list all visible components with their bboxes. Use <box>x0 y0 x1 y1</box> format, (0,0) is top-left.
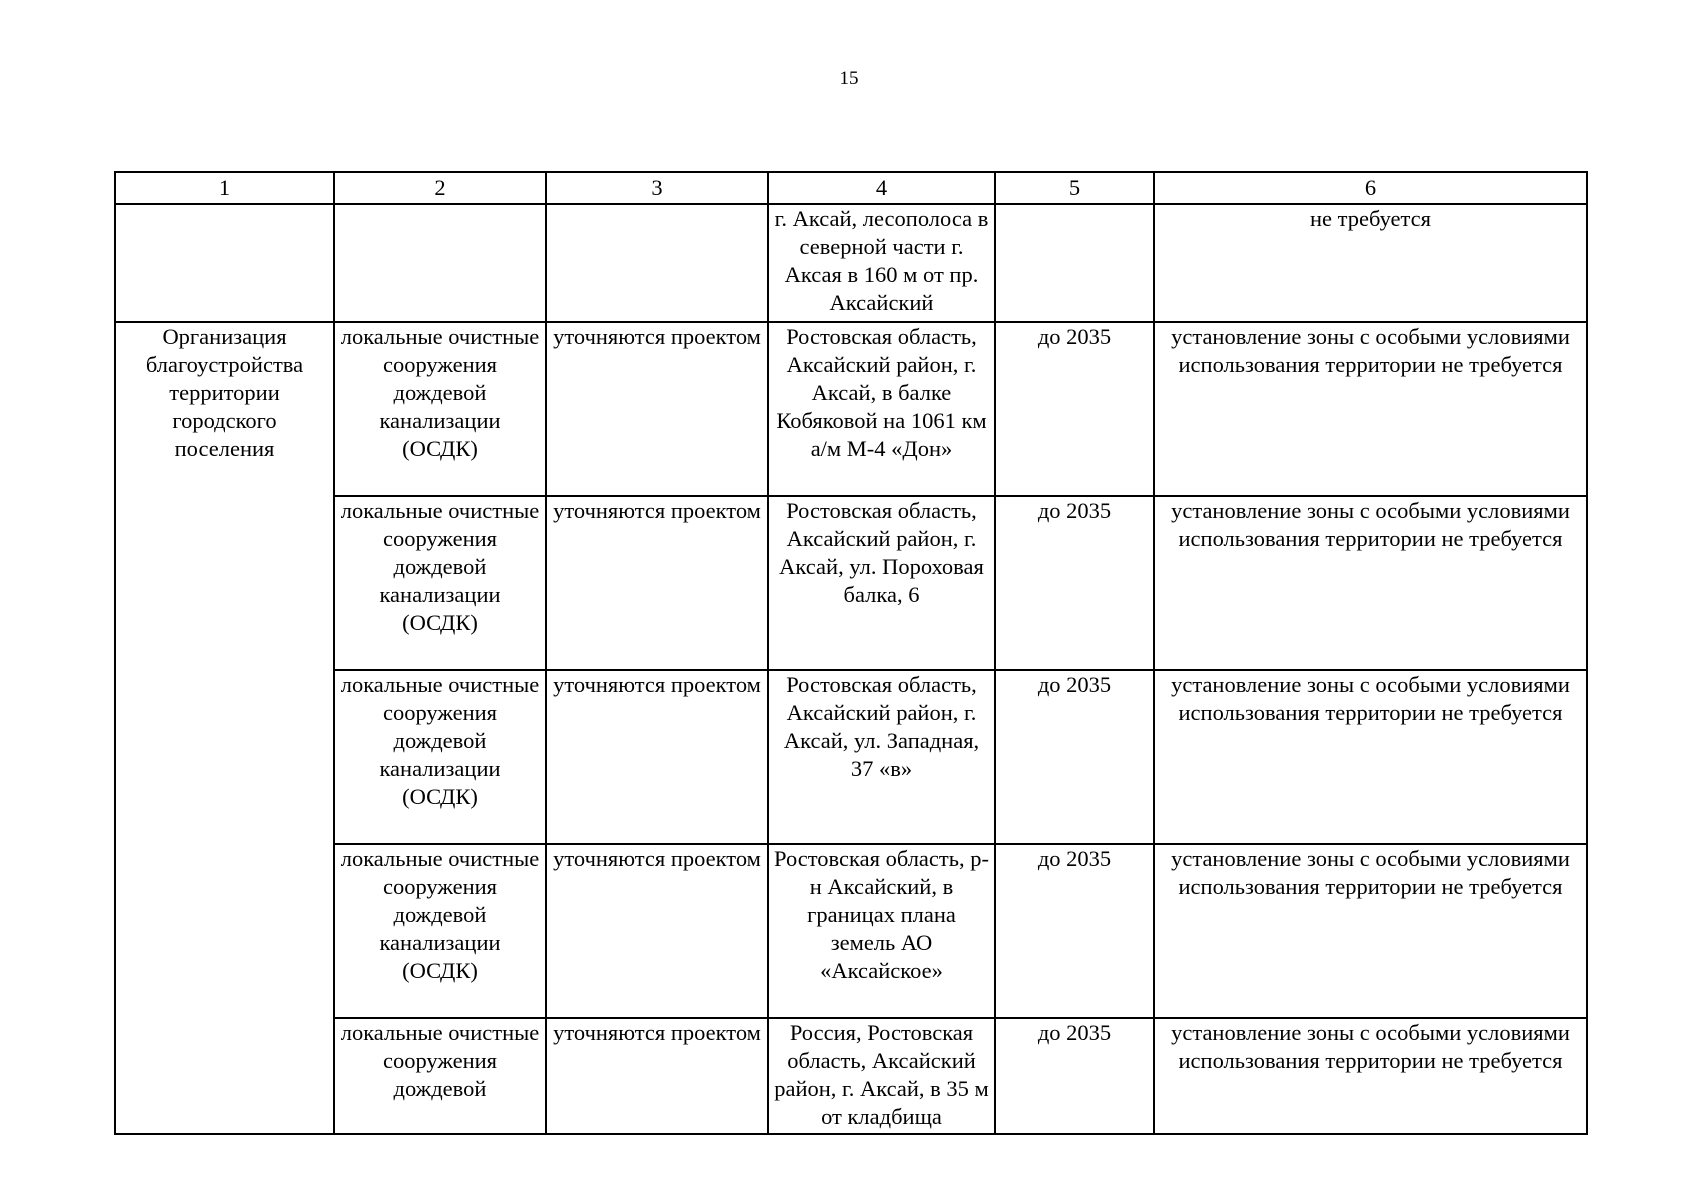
location-cell: Ростовская область, Аксайский район, г. Аксай, в балке Кобяковой на 1061 км а/м М-4 «Дон» <box>768 322 995 496</box>
column-header-4: 4 <box>768 172 995 204</box>
term-cell: до 2035 <box>995 1018 1154 1134</box>
header-row <box>115 172 1587 204</box>
column-header-3: 3 <box>546 172 768 204</box>
zone-note-cell: установление зоны с особыми условиями использования территории не требуется <box>1154 844 1587 1018</box>
column-header-6: 6 <box>1154 172 1587 204</box>
location-cell: Ростовская область, Аксайский район, г. Аксай, ул. Пороховая балка, 6 <box>768 496 995 670</box>
table-row <box>115 322 1587 496</box>
column-header-5: 5 <box>995 172 1154 204</box>
object-cell: локальные очистные сооружения дождевой <box>334 1018 546 1134</box>
term-cell: до 2035 <box>995 670 1154 844</box>
group-label-cell: Организация благоустройства территории городского поселения <box>115 322 334 1134</box>
data-table <box>114 171 1588 1135</box>
zone-note-cell: установление зоны с особыми условиями использования территории не требуется <box>1154 322 1587 496</box>
parameters-cell: уточняются проектом <box>546 496 768 670</box>
table-row <box>115 1018 1587 1134</box>
zone-note-cell: установление зоны с особыми условиями использования территории не требуется <box>1154 1018 1587 1134</box>
object-cell: локальные очистные сооружения дождевой канализации (ОСДК) <box>334 496 546 670</box>
parameters-cell: уточняются проектом <box>546 322 768 496</box>
parameters-cell: уточняются проектом <box>546 1018 768 1134</box>
location-cell: г. Аксай, лесополоса в северной части г. Аксая в 160 м от пр. Аксайский <box>768 204 995 322</box>
table-row <box>115 844 1587 1018</box>
table-row <box>115 670 1587 844</box>
empty-cell <box>115 204 334 322</box>
column-header-1: 1 <box>115 172 334 204</box>
location-cell: Ростовская область, Аксайский район, г. Аксай, ул. Западная, 37 «в» <box>768 670 995 844</box>
location-cell: Россия, Ростовская область, Аксайский район, г. Аксай, в 35 м от кладбища <box>768 1018 995 1134</box>
zone-note-cell: установление зоны с особыми условиями использования территории не требуется <box>1154 496 1587 670</box>
parameters-cell: уточняются проектом <box>546 844 768 1018</box>
parameters-cell: уточняются проектом <box>546 670 768 844</box>
location-cell: Ростовская область, р-н Аксайский, в границах плана земель АО «Аксайское» <box>768 844 995 1018</box>
zone-note-cell: не требуется <box>1154 204 1587 322</box>
empty-cell <box>546 204 768 322</box>
column-header-2: 2 <box>334 172 546 204</box>
empty-cell <box>995 204 1154 322</box>
term-cell: до 2035 <box>995 844 1154 1018</box>
table-row <box>115 496 1587 670</box>
term-cell: до 2035 <box>995 322 1154 496</box>
object-cell: локальные очистные сооружения дождевой канализации (ОСДК) <box>334 322 546 496</box>
empty-cell <box>334 204 546 322</box>
term-cell: до 2035 <box>995 496 1154 670</box>
zone-note-cell: установление зоны с особыми условиями использования территории не требуется <box>1154 670 1587 844</box>
page-number: 15 <box>839 68 859 89</box>
object-cell: локальные очистные сооружения дождевой канализации (ОСДК) <box>334 844 546 1018</box>
object-cell: локальные очистные сооружения дождевой канализации (ОСДК) <box>334 670 546 844</box>
table-row-continuation <box>115 204 1587 322</box>
